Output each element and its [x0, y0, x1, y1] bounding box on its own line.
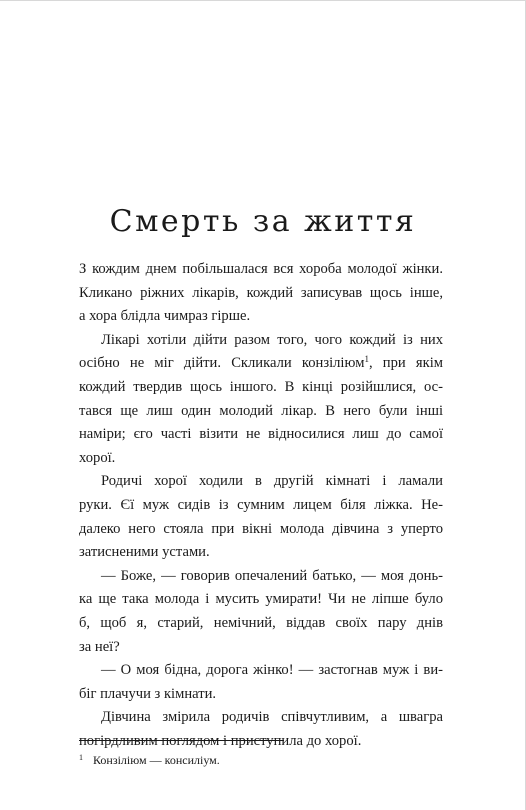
text-line: — Боже, — говорив опечалений батько, — моя донь- — [101, 567, 443, 584]
text-line: б, щоб я, старий, немічний, віддав своїх пару днів — [79, 614, 443, 631]
text-line: З кождим днем побільшалася вся хороба молодої жінки. — [79, 261, 443, 277]
text-segment: осібно не міг дійти. Скликали конзіліюм — [79, 355, 365, 372]
chapter-title: Смерть за життя — [109, 204, 417, 239]
footnote-mark: 1 — [79, 753, 83, 762]
text-line: за неї? — [79, 638, 120, 655]
text-line: — О моя бідна, дорога жінко! — застогнав муж і ви- — [101, 662, 443, 679]
footnote-divider — [79, 740, 284, 741]
footnote-reference: 1 — [364, 354, 369, 365]
text-line: Кликано ріжних лікарів, кождий записував щось інше, — [79, 284, 443, 301]
text-line: погірдливим поглядом і приступила до хорої. — [79, 732, 362, 749]
text-line: хорої. — [79, 449, 116, 466]
text-line: наміри; єго часті візити не відносилися лиш до самої — [79, 426, 443, 443]
text-line: Лікарі хотіли дійти разом того, чого кождий із них — [101, 331, 443, 348]
text-line: тався ще лиш один молодий лікар. В него були інші — [79, 402, 443, 419]
text-line: далеко него стояла при вікні молода дівчина з уперто — [79, 520, 443, 537]
text-line: Родичі хорої ходили в другій кімнаті і ламали — [101, 473, 443, 490]
footnote-text: Конзіліюм — консиліум. — [93, 753, 220, 767]
text-line: руки. Єї муж сидів із сумним лицем біля ліжка. Не- — [79, 496, 443, 513]
text-line: ка ще така молода і мусить умирати! Чи не ліпше було — [79, 591, 443, 608]
text-line: Дівчина змірила родичів співчутливим, а швагра — [101, 709, 443, 726]
text-line: біг плачучи з кімнати. — [79, 685, 217, 702]
text-line: затисненими устами. — [79, 544, 210, 561]
text-segment: , при якім — [368, 355, 443, 372]
body-text — [79, 258, 443, 753]
text-line: а хора блідла чимраз гірше. — [79, 308, 251, 325]
footnote — [79, 750, 220, 768]
text-line: кождий твердив щось іншого. В кінці розійшлися, ос- — [79, 378, 443, 395]
text-line — [79, 352, 443, 376]
